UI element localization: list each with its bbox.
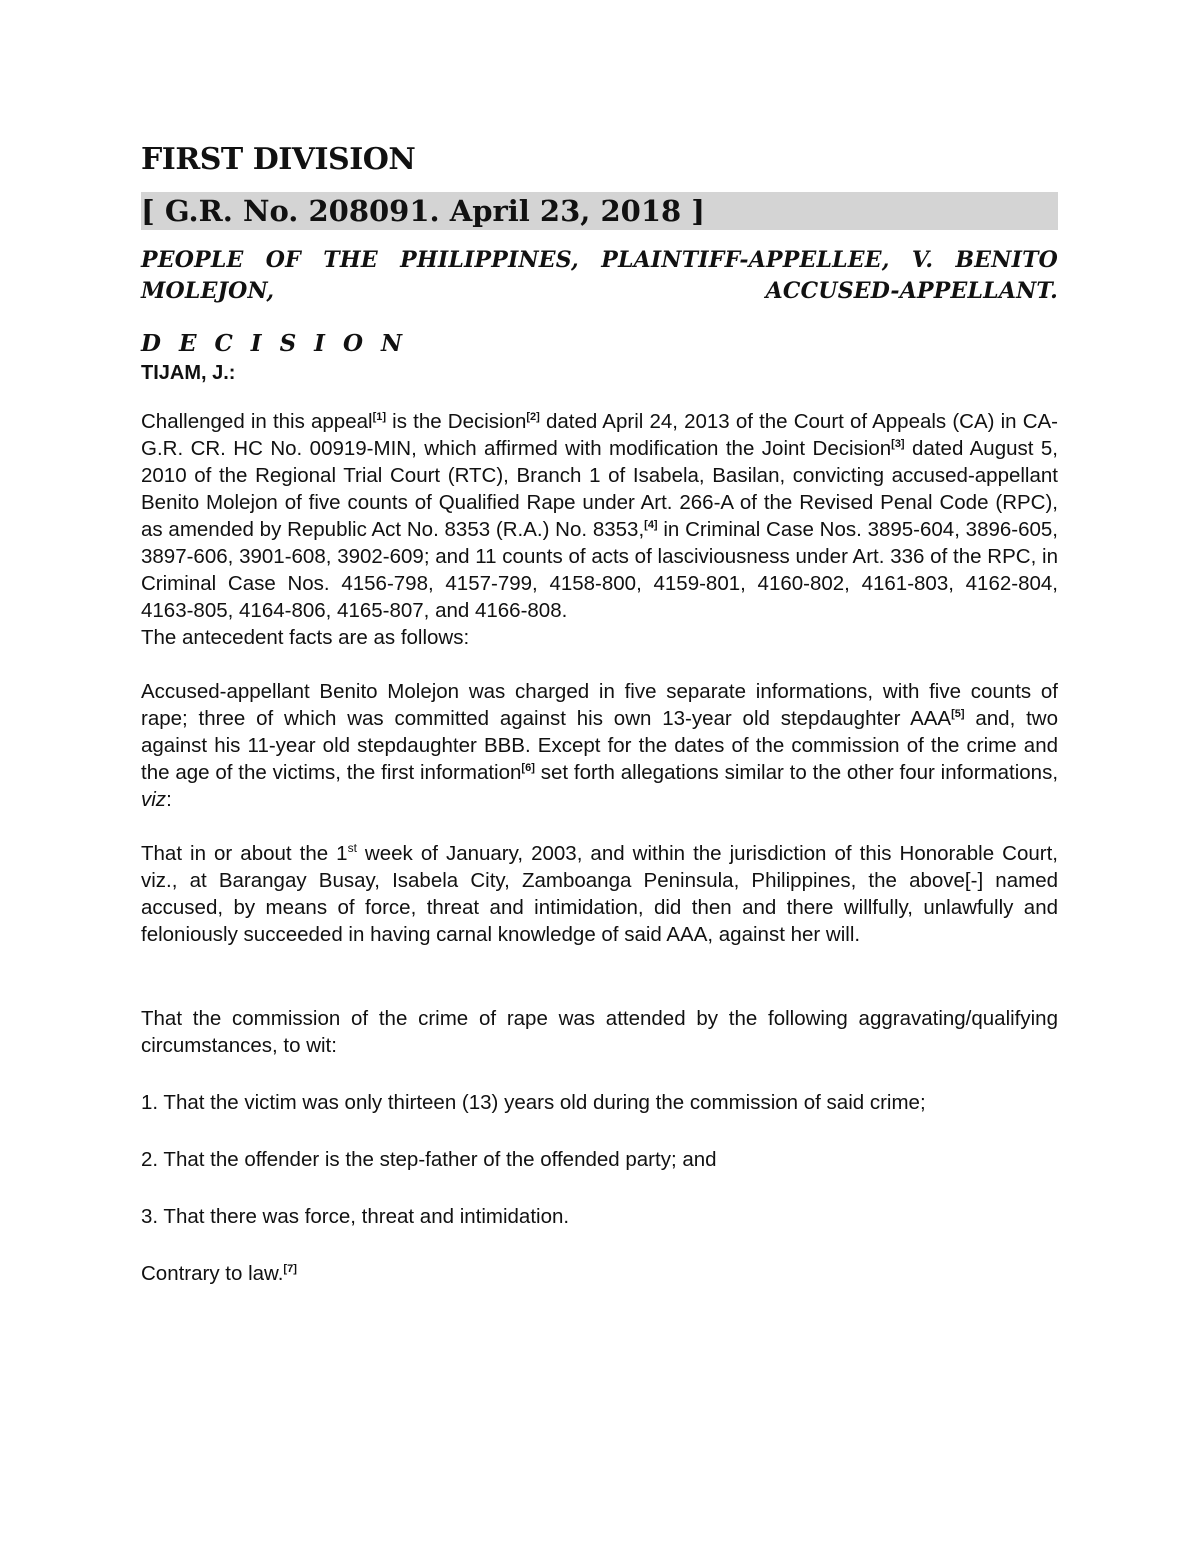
footnote-ref-4[interactable]: [4]: [644, 519, 658, 531]
paragraph-text: Challenged in this appeal: [141, 410, 373, 433]
paragraph-information-text: [141, 840, 1058, 948]
viz-term: viz: [141, 788, 167, 811]
paragraph-text: That in or about the 1: [141, 842, 348, 865]
paragraph-text: Accused-appellant Benito Molejon was charged in five separate informations, with five counts of rape; three of which was committed against his own 13-year old stepdaughter AAA: [141, 680, 1058, 730]
list-item-circumstance-3: 3. That there was force, threat and intimidation.: [141, 1205, 570, 1228]
paragraph-text: dated April 24, 2013 of the Court of Appeals (CA) in CA-G.R. CR. HC No. 00919-MIN, which affirmed with modification the Joint Decision: [141, 410, 1058, 460]
footnote-ref-3[interactable]: [3]: [891, 438, 905, 450]
decision-title: D E C I S I O N: [141, 330, 408, 357]
list-item-circumstance-1: 1. That the victim was only thirteen (13) years old during the commission of said crime;: [141, 1091, 926, 1114]
paragraph-circumstances: That the commission of the crime of rape was attended by the following aggravating/qualifying circumstances, to wit:: [141, 1007, 1058, 1057]
paragraph-contrary-to-law: [141, 1260, 1058, 1287]
list-item-circumstance-2: 2. That the offender is the step-father of the offended party; and: [141, 1148, 717, 1171]
case-parties-title: PEOPLE OF THE PHILIPPINES, PLAINTIFF-APPELLEE, V. BENITO MOLEJON, ACCUSED-APPELLANT.: [141, 247, 1058, 304]
paragraph-text: week of January, 2003, and within the jurisdiction of this Honorable Court, viz., at Barangay Busay, Isabela City, Zamboanga Peninsula, Philippines, the above[-] named accused, by means of force, threat and intimidation, did then and there willfully, unlawfully and feloniously succeeded in having carnal knowledge of said AAA, against her will.: [141, 842, 1058, 946]
ordinal-suffix: st: [347, 841, 357, 855]
footnote-ref-7[interactable]: [7]: [283, 1263, 297, 1275]
paragraph-text: dated August 5, 2010 of the Regional Trial Court (RTC), Branch 1 of Isabela, Basilan, convicting accused-appellant Benito Molejon of five counts of Qualified Rape under Art. 266-A of the Revised Penal Code (RPC), as amended by Republic Act No. 8353 (R.A.) No. 8353,: [141, 437, 1058, 541]
paragraph-text: :: [166, 788, 172, 811]
document-page: [141, 140, 1058, 1287]
footnote-ref-6[interactable]: [6]: [521, 762, 535, 774]
ponente-name: TIJAM, J.:: [141, 362, 236, 384]
paragraph-text: set forth allegations similar to the other four informations,: [534, 761, 1059, 784]
division-heading: FIRST DIVISION: [141, 142, 416, 177]
paragraph-text: and, two against his 11-year old stepdaughter BBB. Except for the dates of the commission of the crime and the age of the victims, the first information: [141, 707, 1058, 784]
footnote-ref-5[interactable]: [5]: [951, 708, 965, 720]
footnote-ref-2[interactable]: [2]: [526, 411, 540, 423]
case-number-banner: [ G.R. No. 208091. April 23, 2018 ]: [141, 192, 1058, 230]
paragraph-challenged-decision: [141, 408, 1058, 624]
paragraph-antecedent-facts: The antecedent facts are as follows:: [141, 626, 470, 649]
closing-text: Contrary to law.: [141, 1262, 284, 1285]
paragraph-informations: [141, 678, 1058, 813]
footnote-ref-1[interactable]: [1]: [372, 411, 387, 423]
paragraph-text: is the Decision: [386, 410, 527, 433]
paragraph-text: in Criminal Case Nos. 3895-604, 3896-605, 3897-606, 3901-608, 3902-609; and 11 counts of acts of lasciviousness under Art. 336 of the RPC, in Criminal Case Nos. 4156-798, 4157-799, 4158-800, 4159-801, 4160-802, 4161-803, 4162-804, 4163-805, 4164-806, 4165-807, and 4166-808.: [141, 518, 1058, 622]
